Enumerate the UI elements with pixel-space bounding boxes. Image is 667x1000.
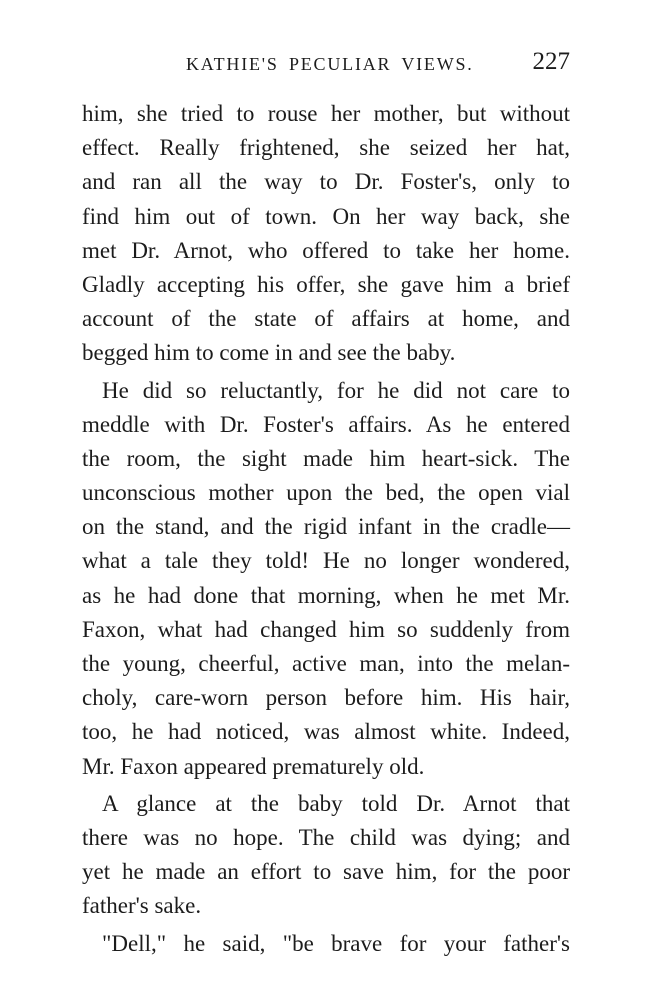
text-line: met Dr. Arnot, who offered to take her home.	[82, 237, 570, 263]
text-line: effect. Really frightened, she seized her hat,	[82, 135, 570, 161]
text-line: what a tale they told! He no longer wondered,	[82, 548, 570, 574]
paragraph	[82, 787, 570, 924]
text-line: the young, cheerful, active man, into the melan-	[82, 651, 570, 676]
body-text	[82, 97, 570, 961]
paragraph	[82, 927, 570, 961]
text-line: there was no hope. The child was dying; and	[82, 824, 570, 850]
running-title: KATHIE'S PECULIAR VIEWS.	[186, 54, 474, 74]
text-line: meddle with Dr. Foster's affairs. As he entered	[82, 411, 570, 437]
text-line: Mr. Faxon appeared prematurely old.	[82, 753, 425, 779]
text-line: yet he made an effort to save him, for the poor	[82, 859, 570, 885]
text-line: as he had done that morning, when he met Mr.	[82, 582, 570, 608]
text-line: father's sake.	[82, 893, 202, 919]
page-number: 227	[532, 48, 570, 75]
text-line: choly, care-worn person before him. His hair,	[82, 685, 570, 711]
text-line: A glance at the baby told Dr. Arnot that	[102, 790, 570, 816]
text-line: on the stand, and the rigid infant in the cradle—	[82, 514, 570, 540]
text-line: find him out of town. On her way back, she	[82, 203, 570, 229]
text-line: Faxon, what had changed him so suddenly from	[82, 616, 570, 642]
text-line: and ran all the way to Dr. Foster's, only to	[82, 169, 570, 195]
text-line: account of the state of affairs at home, and	[82, 306, 570, 332]
text-line: unconscious mother upon the bed, the open vial	[82, 480, 570, 506]
paragraph	[82, 97, 570, 371]
text-line: begged him to come in and see the baby.	[82, 340, 456, 366]
text-line: He did so reluctantly, for he did not care to	[102, 377, 570, 403]
text-line: the room, the sight made him heart-sick. The	[82, 445, 570, 471]
paragraph	[82, 374, 570, 784]
text-line: Gladly accepting his offer, she gave him a brief	[82, 271, 570, 297]
text-line: "Dell," he said, "be brave for your father's	[102, 930, 570, 956]
text-line: too, he had noticed, was almost white. Indeed,	[82, 719, 570, 745]
text-line: him, she tried to rouse her mother, but without	[82, 101, 570, 126]
running-head	[82, 48, 570, 78]
